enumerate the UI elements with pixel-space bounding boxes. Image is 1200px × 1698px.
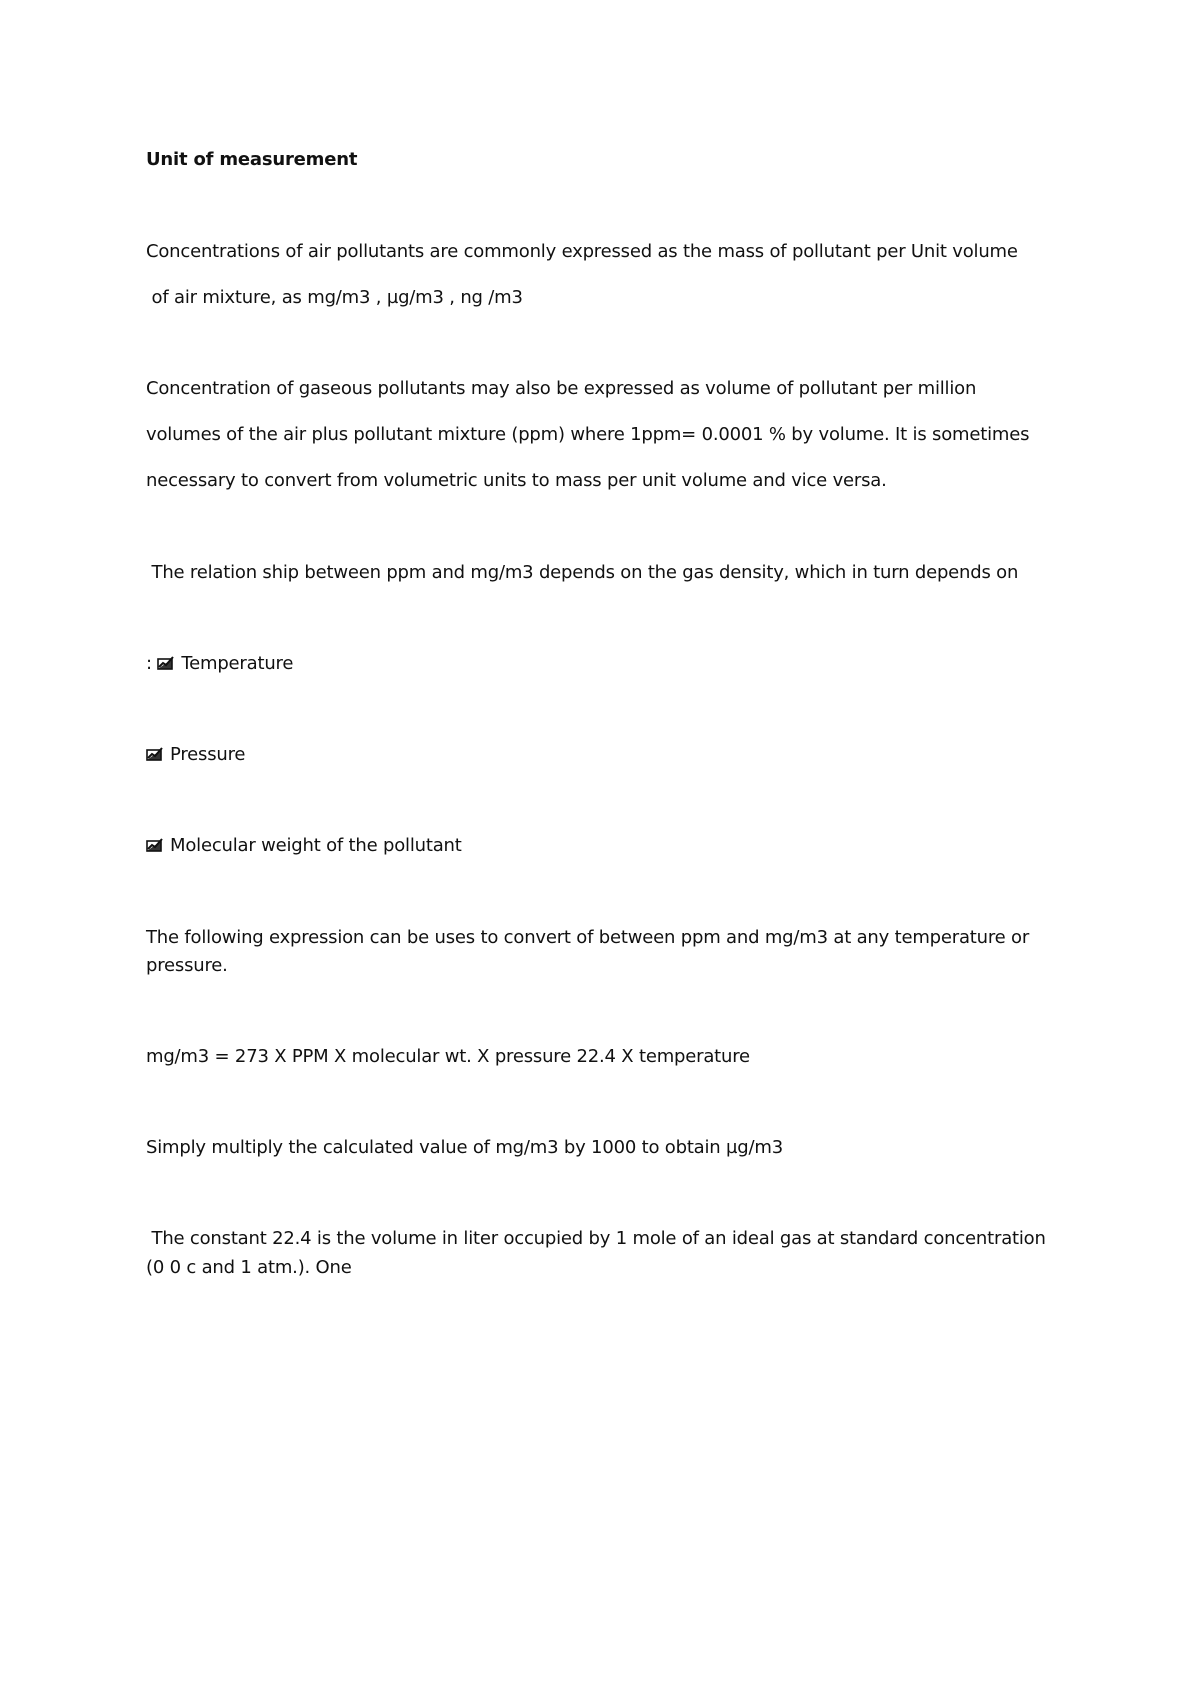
check-box-icon <box>146 838 164 852</box>
paragraph-2-line-1: Concentration of gaseous pollutants may also be expressed as volume of pollutant per million <box>146 378 977 399</box>
paragraph-3-line-1: The relation ship between ppm and mg/m3 depends on the gas density, which in turn depends on <box>146 562 1019 583</box>
paragraph-1-line-1: Concentrations of air pollutants are commonly expressed as the mass of pollutant per Unit volume <box>146 241 1018 262</box>
bullet-label-temperature: Temperature <box>181 653 294 674</box>
paragraph-2-line-2: volumes of the air plus pollutant mixture (ppm) where 1ppm= 0.0001 % by volume. It is sometimes <box>146 424 1030 445</box>
paragraph-6-line-1: The constant 22.4 is the volume in liter occupied by 1 mole of an ideal gas at standard concentration <box>146 1228 1046 1249</box>
check-box-icon <box>146 747 164 761</box>
bullet-item-pressure <box>146 743 245 767</box>
bullet-item-molecular-weight <box>146 834 462 858</box>
conversion-formula: mg/m3 = 273 X PPM X molecular wt. X pressure 22.4 X temperature <box>146 1046 750 1067</box>
paragraph-4-line-1: The following expression can be uses to convert of between ppm and mg/m3 at any temperature or <box>146 927 1030 948</box>
paragraph-6-line-2: (0 0 c and 1 atm.). One <box>146 1257 352 1278</box>
check-box-icon <box>157 656 175 670</box>
bullet-prefix: : <box>146 653 158 674</box>
paragraph-4-line-2: pressure. <box>146 955 228 976</box>
bullet-label-molecular-weight: Molecular weight of the pollutant <box>170 835 462 856</box>
document-title: Unit of measurement <box>146 149 358 170</box>
paragraph-5-line-1: Simply multiply the calculated value of mg/m3 by 1000 to obtain µg/m3 <box>146 1137 783 1158</box>
bullet-item-temperature <box>146 652 293 676</box>
bullet-label-pressure: Pressure <box>170 744 246 765</box>
paragraph-1-line-2: of air mixture, as mg/m3 , µg/m3 , ng /m3 <box>146 287 523 308</box>
paragraph-2-line-3: necessary to convert from volumetric units to mass per unit volume and vice versa. <box>146 470 887 491</box>
